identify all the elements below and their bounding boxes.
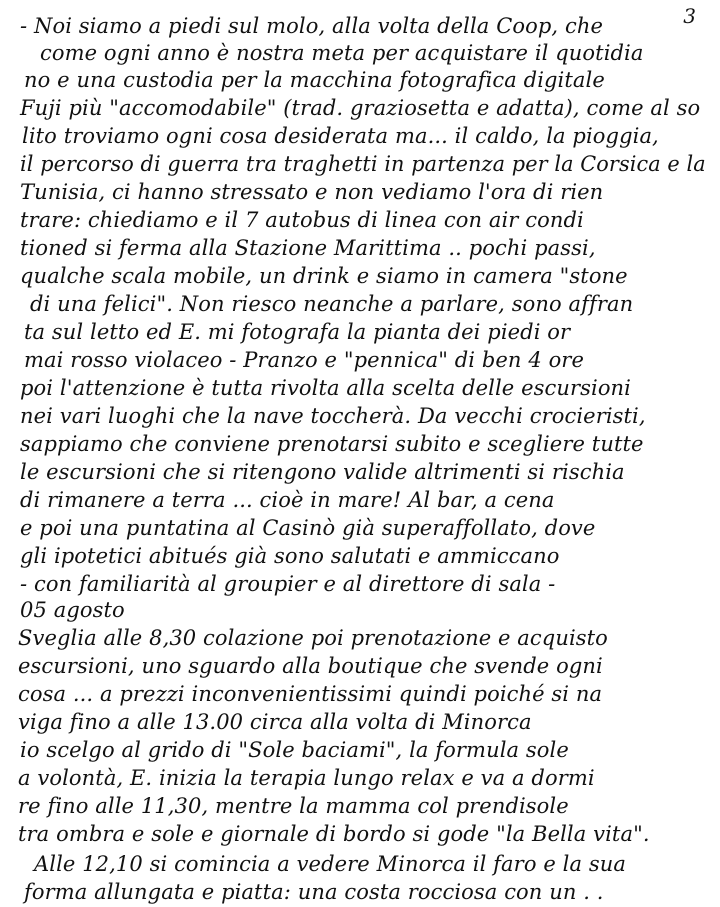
page-number: 3 bbox=[683, 4, 696, 28]
text-line: e poi una puntatina al Casinò già superaffollato, dove bbox=[20, 516, 596, 540]
text-line: Fuji più "accomodabile" (trad. graziosetta e adatta), come al so bbox=[20, 96, 701, 120]
text-line: cosa ... a prezzi inconvenientissimi quindi poiché si na bbox=[18, 682, 603, 706]
text-line: tra ombra e sole e giornale di bordo si gode "la Bella vita". bbox=[18, 822, 650, 846]
text-line: le escursioni che si ritengono valide altrimenti si rischia bbox=[20, 460, 625, 484]
text-line: viga fino a alle 13.00 circa alla volta di Minorca bbox=[18, 710, 532, 734]
text-line: forma allungata e piatta: una costa rocciosa con un . . bbox=[24, 880, 604, 904]
text-line: io scelgo al grido di "Sole baciami", la formula sole bbox=[20, 738, 569, 762]
text-line: tioned si ferma alla Stazione Marittima .. pochi passi, bbox=[20, 236, 596, 260]
text-line: Sveglia alle 8,30 colazione poi prenotazione e acquisto bbox=[18, 626, 608, 650]
text-line: di rimanere a terra ... cioè in mare! Al bar, a cena bbox=[20, 488, 555, 512]
text-line: trare: chiediamo e il 7 autobus di linea con air condi bbox=[20, 208, 584, 232]
text-line: a volontà, E. inizia la terapia lungo relax e va a dormi bbox=[18, 766, 595, 790]
text-line: re fino alle 11,30, mentre la mamma col prendisole bbox=[18, 794, 569, 818]
text-line: escursioni, uno sguardo alla boutique che svende ogni bbox=[18, 654, 603, 678]
text-line: qualche scala mobile, un drink e siamo in camera "stone bbox=[20, 264, 628, 288]
text-line: come ogni anno è nostra meta per acquistare il quotidia bbox=[40, 41, 644, 65]
text-line: poi l'attenzione è tutta rivolta alla scelta delle escursioni bbox=[20, 376, 631, 400]
text-line: ta sul letto ed E. mi fotografa la pianta dei piedi or bbox=[24, 320, 571, 344]
text-line: Alle 12,10 si comincia a vedere Minorca il faro e la sua bbox=[34, 852, 626, 876]
text-line: sappiamo che conviene prenotarsi subito e scegliere tutte bbox=[20, 432, 644, 456]
text-line: gli ipotetici abitués già sono salutati e ammiccano bbox=[20, 544, 560, 568]
text-line: - con familiarità al groupier e al direttore di sala - bbox=[20, 572, 556, 596]
text-line: no e una custodia per la macchina fotografica digitale bbox=[24, 68, 605, 92]
date-heading: 05 agosto bbox=[20, 598, 125, 622]
text-line: Tunisia, ci hanno stressato e non vediamo l'ora di rien bbox=[20, 180, 604, 204]
text-line: lito troviamo ogni cosa desiderata ma... il caldo, la pioggia, bbox=[22, 124, 659, 148]
text-line: il percorso di guerra tra traghetti in partenza per la Corsica e la bbox=[20, 152, 706, 176]
text-line: di una felici". Non riesco neanche a parlare, sono affran bbox=[30, 292, 634, 316]
text-line: - Noi siamo a piedi sul molo, alla volta della Coop, che bbox=[20, 14, 603, 38]
text-line: mai rosso violaceo - Pranzo e "pennica" di ben 4 ore bbox=[24, 348, 584, 372]
text-line: nei vari luoghi che la nave toccherà. Da vecchi crocieristi, bbox=[20, 404, 646, 428]
